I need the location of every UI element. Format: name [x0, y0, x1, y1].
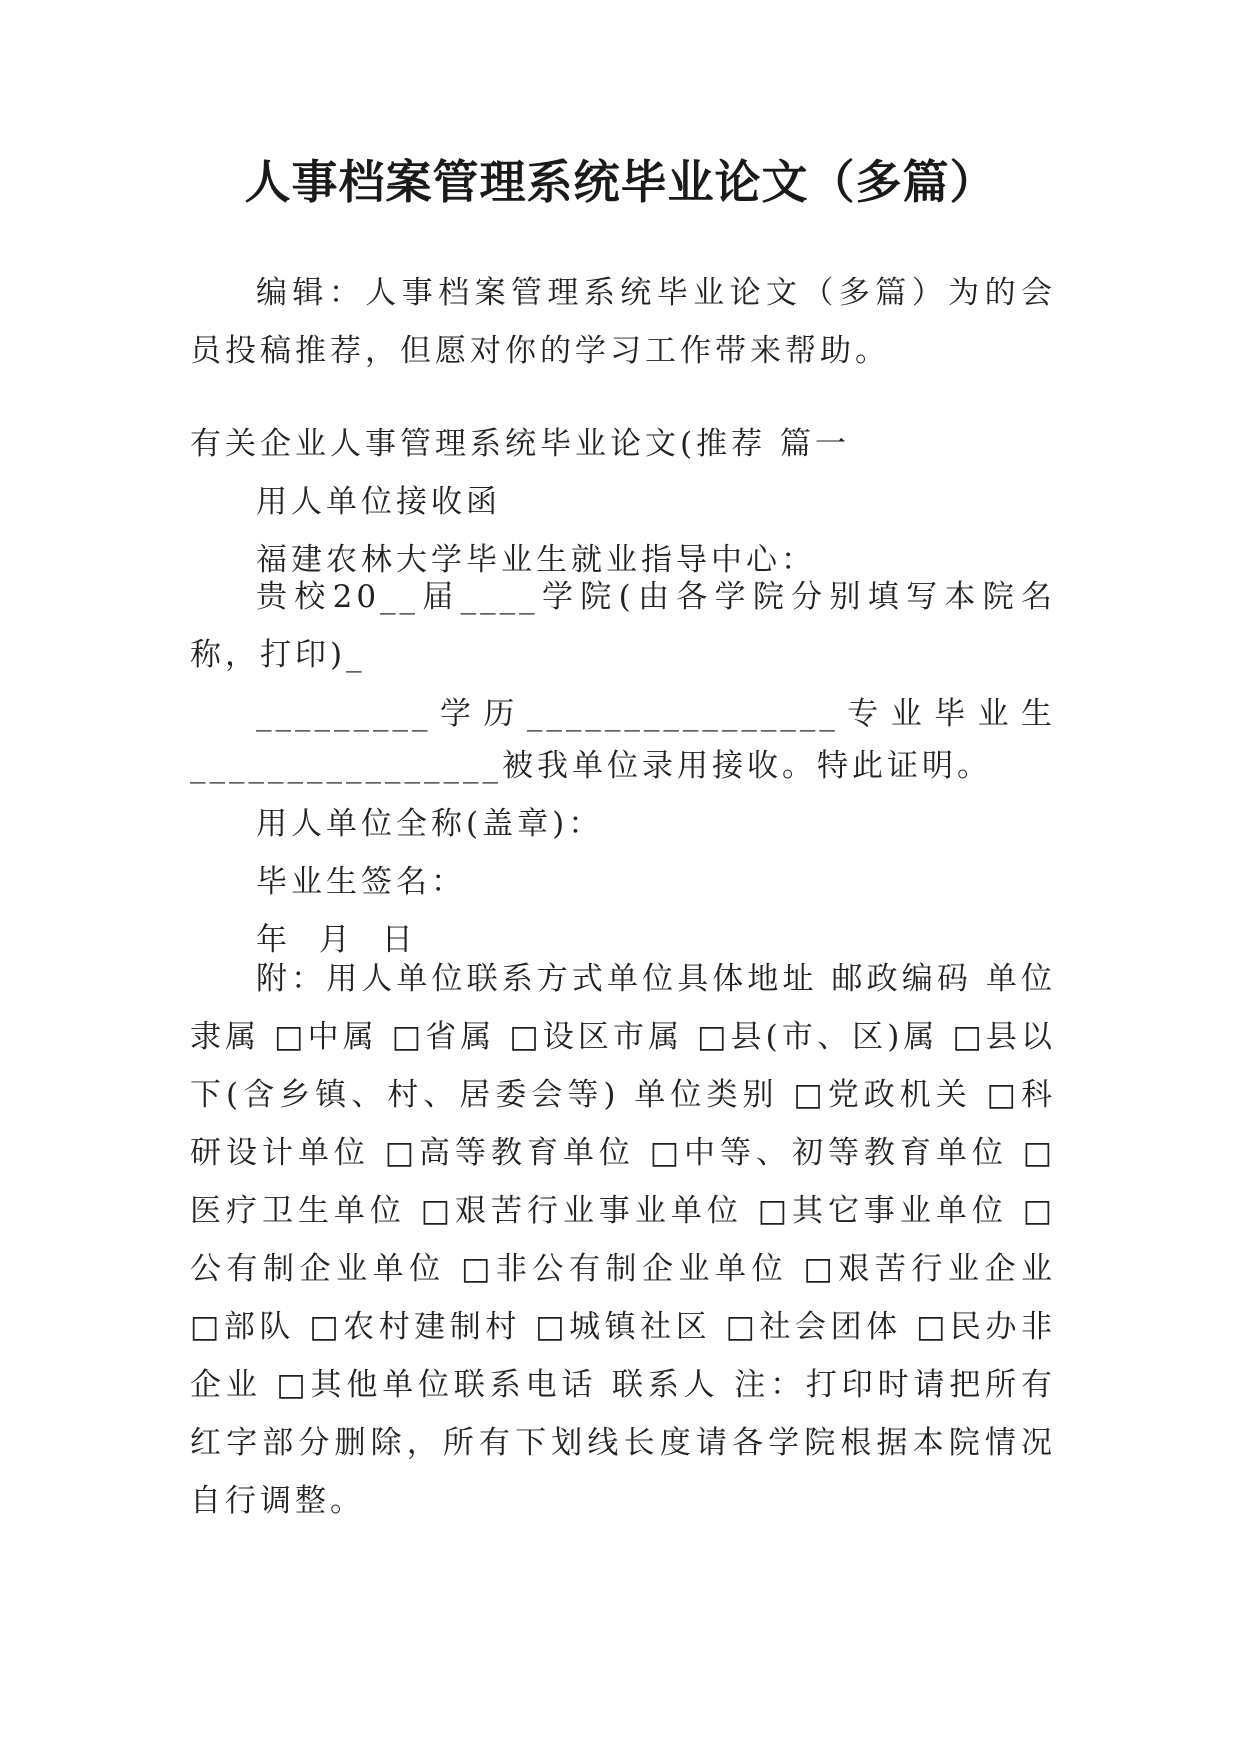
text-char: 生 [1021, 696, 1056, 732]
blank-underline: _________ [256, 696, 432, 732]
letter-title: 用人单位接收函 [256, 484, 501, 520]
blank-fill-line [256, 694, 1056, 734]
text-char: 专 [847, 696, 883, 732]
text-char: 历 [483, 696, 519, 732]
body-line-1: 贵校20__届____学院(由各学院分别填写本院名称，打印)_ [190, 579, 1056, 673]
appendix-paragraph: 附：用人单位联系方式单位具体地址 邮政编码 单位隶属 □中属 □省属 □设区市属 □县(市、区)属 □县以下(含乡镇、村、居委会等) 单位类别 □党政机关 □科研设计单位 □高等教育单位 □中等、初等教育单位 □医疗卫生单位 □艰苦行业事业单位 □其它事业单位 □公有制企业单位 □非公有制企业单位 □艰苦行业企业 □部队 □农村建制村 □城镇社区 □社会团体 □民办非企业 □其他单位联系电话 联系人 注：打印时请把所有红字部分删除，所有下划线长度请各学院根据本院情况自行调整。 [190, 961, 1056, 1519]
signature-label: 毕业生签名： [256, 864, 466, 900]
blank-underline: ________________ [526, 696, 839, 732]
addressee: 福建农林大学毕业生就业指导中心： [256, 542, 816, 578]
section-heading: 有关企业人事管理系统毕业论文(推荐 篇一 [190, 426, 850, 462]
document-title: 人事档案管理系统毕业论文（多篇） [244, 155, 997, 209]
text-char: 业 [977, 696, 1013, 732]
unit-name-label: 用人单位全称(盖章)： [256, 806, 604, 842]
intro-paragraph: 编辑：人事档案管理系统毕业论文（多篇）为的会员投稿推荐，但愿对你的学习工作带来帮助。 [190, 275, 1056, 369]
date-label: 年 月 日 [256, 922, 417, 958]
text-char: 学 [439, 696, 475, 732]
text-char: 业 [890, 696, 926, 732]
body-line-3: ________________被我单位录用接收。特此证明。 [190, 748, 992, 784]
text-char: 毕 [934, 696, 970, 732]
